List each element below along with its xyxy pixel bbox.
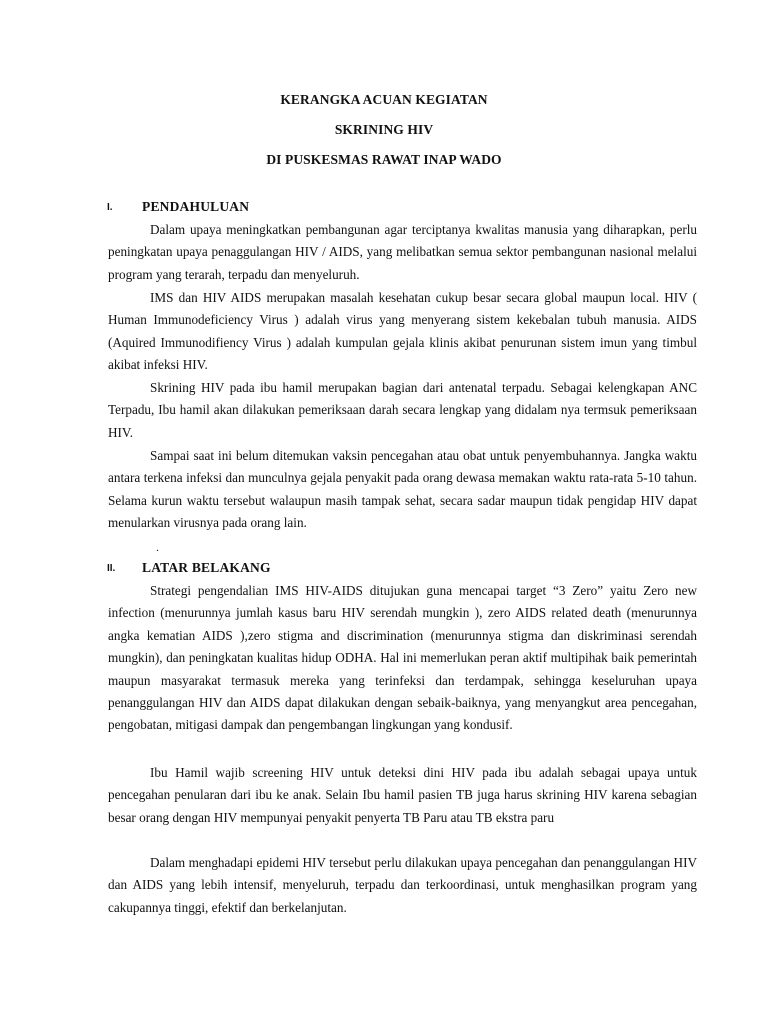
paragraph: Sampai saat ini belum ditemukan vaksin pencegahan atau obat untuk penyembuhannya. Jangka waktu antara terkena infeksi dan munculnya gejala penyakit pada orang dewasa memakan waktu rata-rata 5-10 tahun. Selama kurun waktu tersebut walaupun masih tampak sehat, secara sadar maupun tidak pengidap HIV dapat menularkan virusnya pada orang lain. (108, 448, 697, 531)
section-number: I. (107, 202, 113, 213)
section-title: LATAR BELAKANG (142, 560, 271, 575)
document-location: DI PUSKESMAS RAWAT INAP WADO (266, 152, 502, 167)
document-subtitle: SKRINING HIV (334, 122, 434, 137)
section-number: II. (107, 563, 116, 574)
paragraph: Dalam menghadapi epidemi HIV tersebut perlu dilakukan upaya pencegahan dan penanggulangan HIV dan AIDS yang lebih intensif, menyeluruh, terpadu dan terkoordinasi, untuk menghasilkan program yang cakupannya tinggi, efektif dan berkelanjutan. (108, 855, 697, 915)
stray-mark: . (156, 540, 159, 554)
paragraph: IMS dan HIV AIDS merupakan masalah kesehatan cukup besar secara global maupun local. HIV ( Human Immunodeficiency Virus ) adalah virus yang menyerang sistem kekebalan tubuh manusia. AIDS (Aquired Immunodifiency Virus ) adalah kumpulan gejala klinis akibat penurunan sistem imun yang timbul akibat infeksi HIV. (108, 290, 697, 373)
paragraph: Ibu Hamil wajib screening HIV untuk deteksi dini HIV pada ibu adalah sebagai upaya untuk pencegahan penularan dari ibu ke anak. Selain Ibu hamil pasien TB juga harus skrining HIV karena sebagian besar orang dengan HIV mempunyai penyakit penyerta TB Paru atau TB ekstra paru (108, 765, 697, 825)
paragraph: Strategi pengendalian IMS HIV-AIDS ditujukan guna mencapai target “3 Zero” yaitu Zero new infection (menurunnya jumlah kasus baru HIV serendah mungkin ), zero AIDS related death (menurunnya angka kematian AIDS ),zero stigma and discrimination (menurunnya stigma dan diskriminasi serendah mungkin), dan peningkatan kualitas hidup ODHA. Hal ini memerlukan peran aktif multipihak baik pemerintah maupun masyarakat termasuk mereka yang terinfeksi dan terdampak, sehingga keseluruhan upaya penanggulangan HIV dan AIDS dapat dilakukan dengan sebaik-baiknya, yang menyangkut area pencegahan, pengobatan, mitigasi dampak dan pengembangan lingkungan yang kondusif. (108, 583, 697, 733)
document-title: KERANGKA ACUAN KEGIATAN (280, 92, 488, 107)
paragraph: Skrining HIV pada ibu hamil merupakan bagian dari antenatal terpadu. Sebagai kelengkapan ANC Terpadu, Ibu hamil akan dilakukan pemeriksaan darah secara lengkap yang didalam nya termsuk pemeriksaan HIV. (108, 380, 697, 440)
section-title: PENDAHULUAN (142, 199, 250, 214)
paragraph: Dalam upaya meningkatkan pembangunan agar terciptanya kwalitas manusia yang diharapkan, perlu peningkatan upaya penaggulangan HIV / AIDS, yang melibatkan semua sektor pembangunan nasional melalui program yang terarah, terpadu dan menyeluruh. (108, 222, 697, 282)
